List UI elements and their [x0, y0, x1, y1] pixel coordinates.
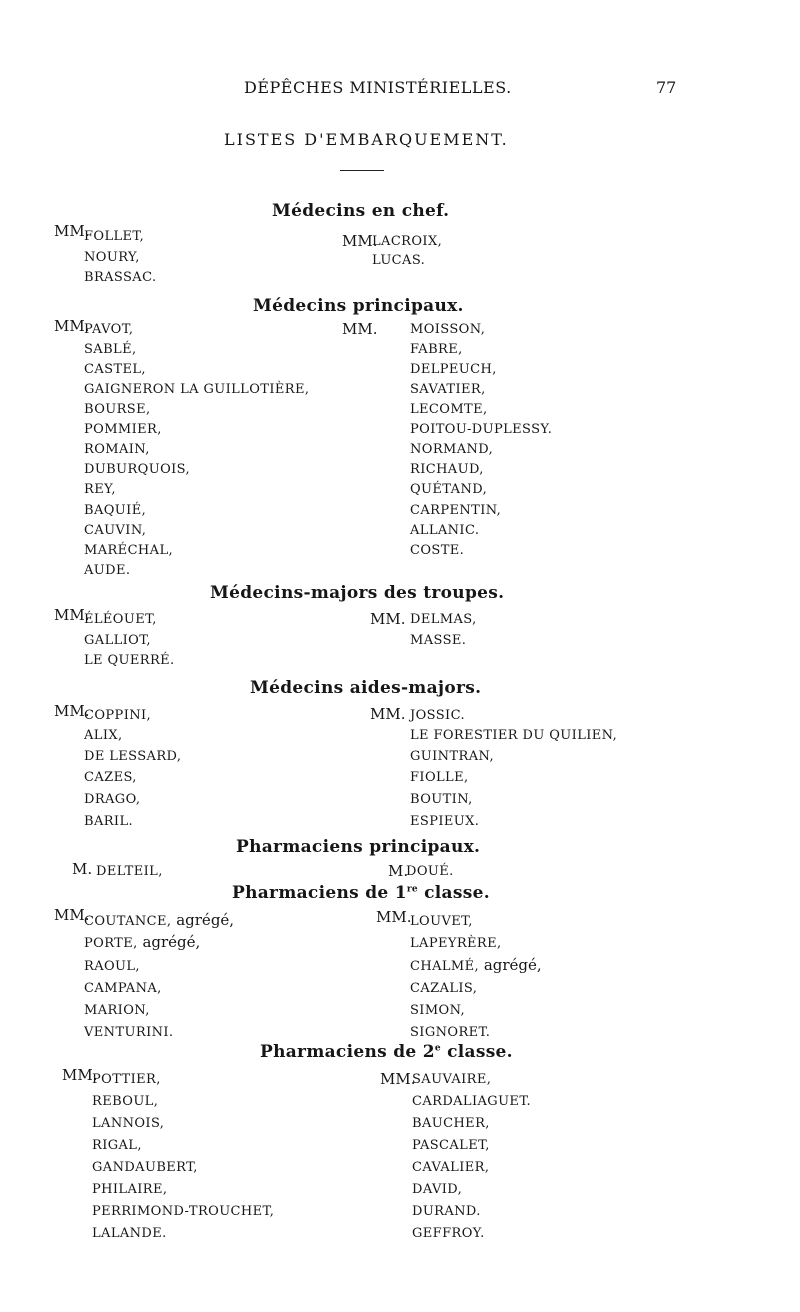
prefix-left: MM. [54, 606, 90, 624]
name-entry: PAVOT, [84, 322, 134, 337]
name-entry: LANNOIS, [92, 1116, 165, 1131]
name-entry: MOISSON, [410, 322, 486, 337]
name-entry: SABLÉ, [84, 342, 137, 357]
name-entry: DE LESSARD, [84, 749, 182, 764]
name-entry: REBOUL, [92, 1094, 159, 1109]
page-number: 77 [656, 78, 677, 97]
name-entry: POMMIER, [84, 422, 162, 437]
name-entry: COPPINI, [84, 708, 152, 723]
name-entry: SAUVAIRE, [412, 1072, 492, 1087]
name-entry: SIGNORET. [410, 1025, 491, 1040]
name-entry: ÉLÉOUET, [84, 612, 157, 627]
name-entry: CARDALIAGUET. [412, 1094, 532, 1109]
name-entry: AUDE. [84, 563, 131, 578]
heading-text: Pharmaciens de 2e classe. [260, 1042, 513, 1062]
name-entry: LAPEYRÈRE, [410, 936, 502, 951]
name-entry: MASSE. [410, 633, 467, 648]
name-entry: LACROIX, [372, 234, 443, 249]
name-entry: LE FORESTIER DU QUILIEN, [410, 728, 618, 743]
prefix-left: MM. [54, 702, 90, 720]
name-entry: CAVALIER, [412, 1160, 490, 1175]
name-entry: GANDAUBERT, [92, 1160, 198, 1175]
name-entry: COSTE. [410, 543, 465, 558]
name-entry: DRAGO, [84, 792, 141, 807]
name-entry: RICHAUD, [410, 462, 484, 477]
name-entry: RIGAL, [92, 1138, 142, 1153]
section-heading-medecins-en-chef: Médecins en chef. [272, 201, 450, 221]
name-entry: LE QUERRÉ. [84, 653, 175, 668]
name-entry: GALLIOT, [84, 633, 151, 648]
name-entry: POITOU-DUPLESSY. [410, 422, 553, 437]
prefix-right: MM. [380, 1070, 416, 1088]
name-entry: FOLLET, [84, 229, 145, 244]
name-entry: SIMON, [410, 1003, 466, 1018]
name-entry: SAVATIER, [410, 382, 486, 397]
prefix-left: MM. [62, 1066, 98, 1084]
heading-text: Pharmaciens de 1re classe. [232, 883, 490, 903]
name-entry: GAIGNERON LA GUILLOTIÈRE, [84, 382, 310, 397]
name-entry: CAMPANA, [84, 981, 162, 996]
title-divider [340, 170, 384, 171]
name-entry: GUINTRAN, [410, 749, 494, 764]
name-entry: CAZES, [84, 770, 137, 785]
name-entry: BOURSE, [84, 402, 151, 417]
name-entry: DELTEIL, [96, 864, 163, 879]
name-entry: NORMAND, [410, 442, 494, 457]
section-heading-pharmaciens-1re-classe [232, 883, 490, 903]
name-entry: FIOLLE, [410, 770, 469, 785]
name-entry: LOUVET, [410, 914, 473, 929]
prefix-right: MM. [342, 320, 378, 338]
name-entry: PHILAIRE, [92, 1182, 168, 1197]
prefix-right: MM. [376, 908, 412, 926]
name-entry: CAZALIS, [410, 981, 478, 996]
name-entry: DAVID, [412, 1182, 463, 1197]
name-entry: POTTIER, [92, 1072, 161, 1087]
name-entry: COUTANCE, agrégé, [84, 911, 235, 929]
prefix-left: MM. [54, 317, 90, 335]
name-entry: QUÉTAND, [410, 482, 488, 497]
name-entry: RAOUL, [84, 959, 140, 974]
running-title: DÉPÊCHES MINISTÉRIELLES. [244, 78, 512, 97]
section-heading-pharmaciens-2e-classe [260, 1042, 513, 1062]
page-title: LISTES D'EMBARQUEMENT. [224, 130, 509, 149]
name-entry: LALANDE. [92, 1226, 167, 1241]
name-entry: BAUCHER, [412, 1116, 490, 1131]
name-entry: DELMAS, [410, 612, 477, 627]
section-heading-aides-majors: Médecins aides-majors. [250, 678, 482, 698]
name-entry: BARIL. [84, 814, 134, 829]
name-entry: LUCAS. [372, 253, 426, 268]
prefix-right: MM. [370, 705, 406, 723]
name-entry: BOUTIN, [410, 792, 473, 807]
name-entry: JOSSIC. [410, 708, 466, 723]
name-entry: PERRIMOND-TROUCHET, [92, 1204, 275, 1219]
name-entry: MARÉCHAL, [84, 543, 174, 558]
name-entry: GEFFROY. [412, 1226, 485, 1241]
prefix-right: M. [388, 862, 409, 880]
name-entry: MARION, [84, 1003, 150, 1018]
name-entry: CARPENTIN, [410, 503, 502, 518]
name-entry: DELPEUCH, [410, 362, 497, 377]
name-entry: ALLANIC. [410, 523, 480, 538]
name-entry: ALIX, [84, 728, 123, 743]
name-entry: PORTE, agrégé, [84, 933, 201, 951]
prefix-right: MM. [342, 232, 378, 250]
name-entry: ROMAIN, [84, 442, 150, 457]
name-entry: REY, [84, 482, 116, 497]
section-heading-medecins-principaux: Médecins principaux. [253, 296, 464, 316]
name-entry: PASCALET, [412, 1138, 490, 1153]
name-entry: CAUVIN, [84, 523, 147, 538]
name-entry: VENTURINI. [84, 1025, 174, 1040]
name-entry: DURAND. [412, 1204, 481, 1219]
name-entry: FABRE, [410, 342, 463, 357]
prefix-left: MM. [54, 222, 90, 240]
section-heading-medecins-majors: Médecins-majors des troupes. [210, 583, 505, 603]
name-entry: CHALMÉ, agrégé, [410, 956, 542, 974]
name-entry: BRASSAC. [84, 270, 157, 285]
prefix-left: M. [72, 860, 93, 878]
name-entry: DOUÉ. [406, 864, 454, 879]
name-entry: DUBURQUOIS, [84, 462, 191, 477]
name-entry: NOURY, [84, 250, 140, 265]
name-entry: ESPIEUX. [410, 814, 480, 829]
name-entry: LECOMTE, [410, 402, 488, 417]
prefix-left: MM. [54, 906, 90, 924]
name-entry: CASTEL, [84, 362, 146, 377]
prefix-right: MM. [370, 610, 406, 628]
name-entry: BAQUIÉ, [84, 503, 147, 518]
section-heading-pharmaciens-principaux: Pharmaciens principaux. [236, 837, 481, 857]
